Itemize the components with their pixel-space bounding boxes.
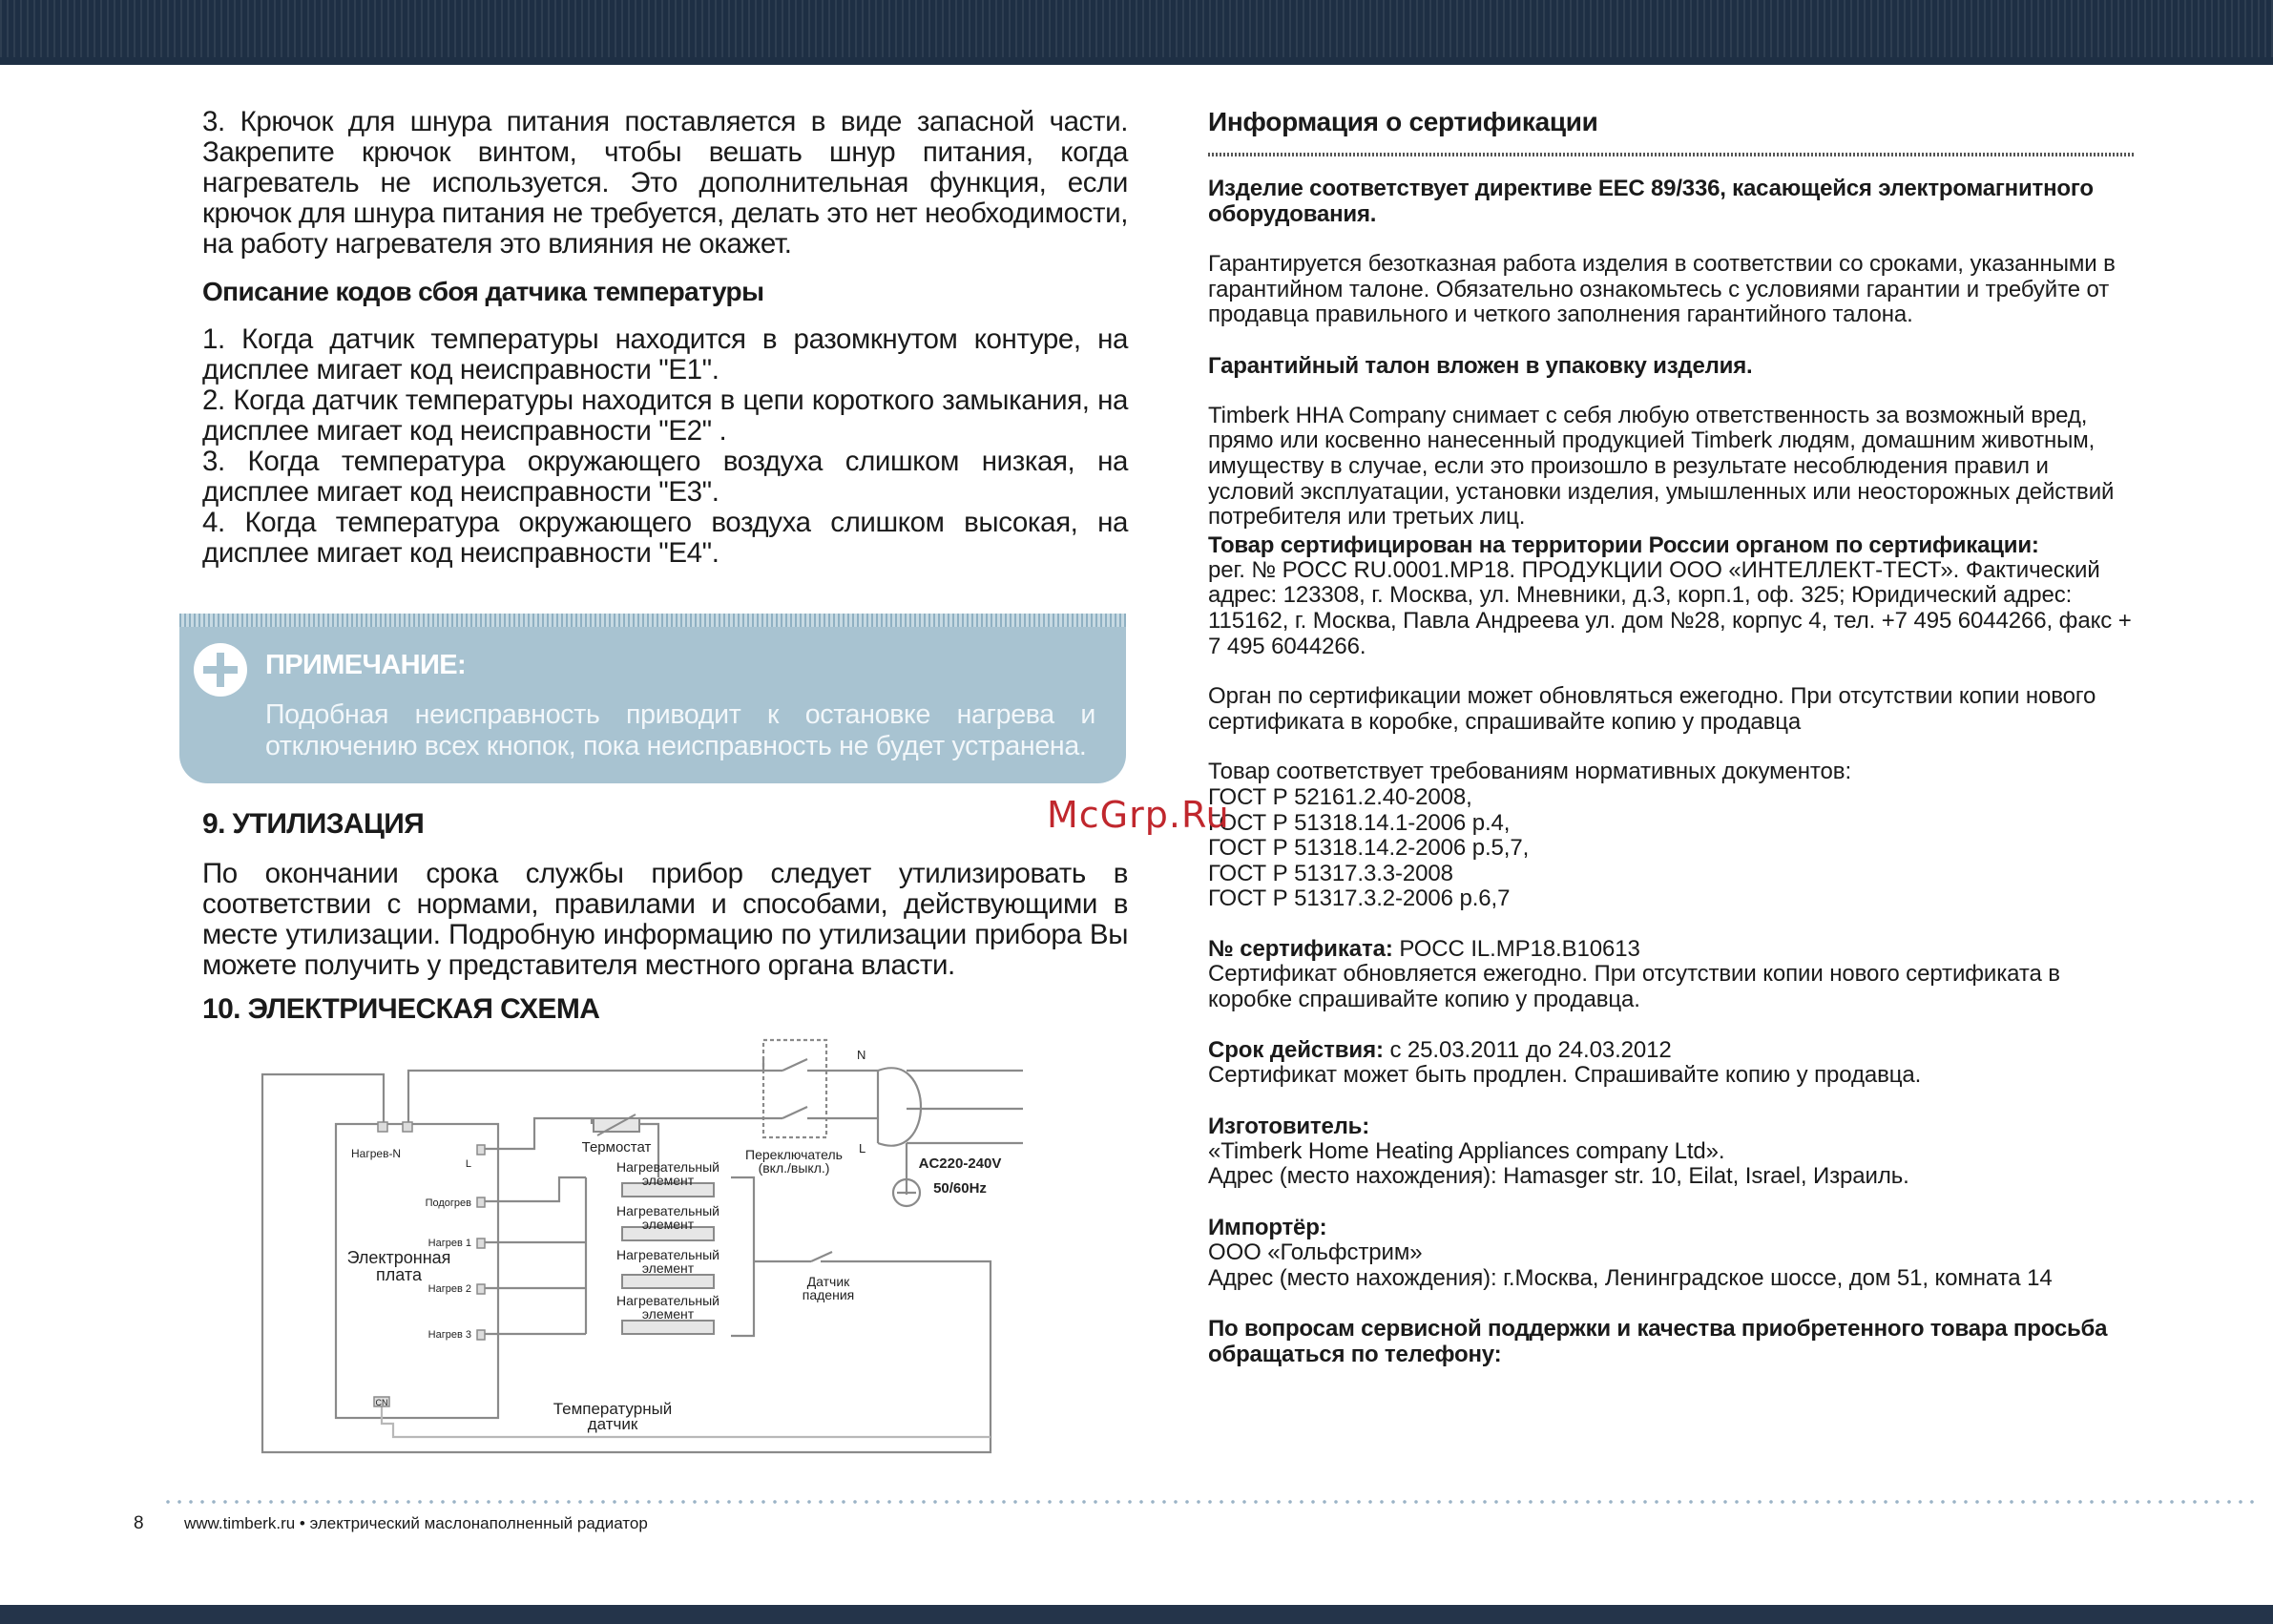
hook-paragraph: 3. Крючок для шнура питания поставляется в виде запасной части. Закрепите крючок винтом, чтобы вешать шнур питания, когда нагреватель не используется. Это дополнительная функция, если крючок для шнура питания не требуется, делать это нет необходимости, на работу нагревателя это влияния не окажет. [202,106,1128,260]
russia-cert-statement: Товар сертифицирован на территории России органом по сертификации: [1208,531,2039,558]
footer-dotted-line [162,1499,2262,1505]
label-temp-sensor-1: Температурный [553,1400,673,1418]
utilization-paragraph: По окончании срока службы прибор следует утилизировать в соответствии с нормами, правилами и способами, действующими в месте утилизации. Подробную информацию по утилизации прибора Вы можете получить у представителя местного органа власти. [202,858,1128,981]
left-column [202,107,1128,569]
utilization-heading: 9. УТИЛИЗАЦИЯ [202,808,425,840]
label-l-terminal: L [465,1158,471,1170]
label-tilt-2: падения [802,1287,855,1302]
warranty-paragraph: Гарантируется безотказная работа изделия в соответствии со сроками, указанными в гарантийном талоне. Обязательно ознакомьтесь с условиями гарантии и требуйте от продавца правильного и четкого заполнения гарантийного талона. [1208,251,2116,328]
label-heater-2a: Нагревательный [616,1203,719,1218]
maker-label: Изготовитель: [1208,1113,1370,1139]
note-box [179,614,1126,783]
validity-line [1208,1038,2134,1064]
footer-text: www.timberk.ru • электрический маслонаполненный радиатор [184,1514,648,1532]
label-thermostat: Термостат [581,1139,652,1156]
cert-number-value: РОСС IL.МР18.В10613 [1392,935,1640,962]
label-ac-frequency: 50/60Hz [933,1180,987,1197]
fault-codes-heading: Описание кодов сбоя датчика температуры [202,277,764,306]
fault-code-e3: 3. Когда температура окружающего воздуха слишком низкая, на дисплее мигает код неисправности "E3". [202,446,1128,508]
cert-heading: Информация о сертификации [1208,107,1598,136]
label-switch-1: Переключатель [745,1147,843,1162]
maker-name: «Timberk Home Heating Appliances company Ltd». [1208,1137,1725,1164]
note-title: ПРИМЕЧАНИЕ: [265,650,467,680]
label-nagrev-3: Нагрев 3 [427,1329,471,1341]
note-text: Подобная неисправность приводит к остановке нагрева и отключению всех кнопок, пока неисправность не будет устранена. [265,699,1095,761]
label-l-mark: L [859,1141,866,1156]
label-nagrev-1: Нагрев 1 [427,1238,471,1249]
label-heat-n: Нагрев-N [351,1147,402,1160]
validity-label: Срок действия: [1208,1036,1384,1063]
eec-statement: Изделие соответствует директиве EEC 89/336, касающейся электромагнитного оборудования. [1208,176,2094,227]
fault-code-e1: 1. Когда датчик температуры находится в разомкнутом контуре, на дисплее мигает код неисправности "E1". [202,323,1128,385]
validity-value: с 25.03.2011 до 24.03.2012 [1383,1036,1672,1063]
label-heater-4b: элемент [641,1306,695,1322]
support-statement: По вопросам сервисной поддержки и качества приобретенного товара просьба обращаться по телефону: [1208,1316,2108,1368]
label-temp-sensor-2: датчик [587,1415,638,1433]
norms-intro: Товар соответствует требованиям нормативных документов: [1208,759,1852,785]
footer-band [0,1605,2273,1624]
gost-item: ГОСТ Р 51317.3.3-2008 [1208,860,1453,886]
label-board-1: Электронная [346,1248,451,1267]
electrical-schematic [248,1031,1040,1479]
label-board-2: плата [376,1265,422,1284]
importer-label: Импортёр: [1208,1215,1327,1241]
cert-update-paragraph: Орган по сертификации может обновляться ежегодно. При отсутствии копии нового сертификата в коробке, спрашивайте копию у продавца [1208,683,2096,735]
gost-item: ГОСТ Р 51318.14.2-2006 р.5,7, [1208,835,1530,862]
label-n-mark: N [857,1048,866,1062]
importer-name: ООО «Гольфстрим» [1208,1239,1423,1266]
label-nagrev-2: Нагрев 2 [427,1283,471,1295]
label-heater-3a: Нагревательный [616,1247,719,1262]
gost-item: ГОСТ Р 52161.2.40-2008, [1208,783,1472,810]
label-heater-4a: Нагревательный [616,1293,719,1308]
label-podogrev: Подогрев [425,1197,471,1209]
header-band [0,0,2273,65]
cert-number-label: № сертификата: [1208,935,1393,962]
gost-item: ГОСТ Р 51317.3.2-2006 р.6,7 [1208,885,1511,912]
dotted-divider [1208,151,2134,158]
page-number: 8 [134,1513,144,1533]
cert-number-line [1208,937,2134,963]
importer-address: Адрес (место нахождения): г.Москва, Ленинградское шоссе, дом 51, комната 14 [1208,1264,2053,1291]
validity-note: Сертификат может быть продлен. Спрашивайте копию у продавца. [1208,1062,1922,1089]
label-heater-3b: элемент [641,1260,695,1276]
note-stripes [179,614,1126,627]
maker-address: Адрес (место нахождения): Hamasger str. 10, Eilat, Israel, Израиль. [1208,1163,1909,1190]
cert-number-note: Сертификат обновляется ежегодно. При отсутствии копии нового сертификата в коробке спрашивайте копию у продавца. [1208,961,2060,1013]
plus-icon [193,642,248,697]
gost-item: ГОСТ Р 51318.14.1-2006 р.4, [1208,809,1511,836]
label-heater-1a: Нагревательный [616,1159,719,1175]
watermark: McGrp.Ru [1047,794,1230,836]
liability-paragraph: Timberk HHA Company снимает с себя любую ответственность за возможный вред, прямо или косвенно нанесенный продукцией Timberk людям, домашним животным, имуществу в случае, если это произошло в результате несоблюдения правил и условий эксплуатации, установки изделия, умышленных или неосторожных действий потребителя или третьих лиц. [1208,402,2115,531]
right-column [1208,107,2134,1367]
label-heater-2b: элемент [641,1217,695,1232]
label-switch-2: (вкл./выкл.) [758,1160,830,1176]
left-column-lower [202,809,1128,1025]
label-heater-1b: элемент [641,1173,695,1188]
label-cn: CN [375,1398,388,1407]
heater-resistor-3 [622,1275,714,1288]
label-ac-voltage: AC220-240V [918,1156,1002,1172]
fault-code-e4: 4. Когда температура окружающего воздуха слишком высокая, на дисплее мигает код неисправности "E4". [202,507,1128,569]
coupon-statement: Гарантийный талон вложен в упаковку изделия. [1208,352,1753,379]
scheme-heading: 10. ЭЛЕКТРИЧЕСКАЯ СХЕМА [202,993,600,1025]
label-tilt-1: Датчик [806,1274,850,1289]
fault-code-e2: 2. Когда датчик температуры находится в цепи короткого замыкания, на дисплее мигает код неисправности "E2" . [202,385,1128,447]
cert-organ-paragraph: рег. № РОСС RU.0001.МР18. ПРОДУКЦИИ ООО «ИНТЕЛЛЕКТ-ТЕСТ». Фактический адрес: 123308, г. Москва, ул. Мневники, д.3, корп.1, оф. 325; Юридический адрес: 115162, г. Москва, Павла Андреева ул. дом №28, корпус 4, тел. +7 495 6044266, факс + 7 495 6044266. [1208,556,2132,659]
heater-resistor-4 [622,1321,714,1334]
